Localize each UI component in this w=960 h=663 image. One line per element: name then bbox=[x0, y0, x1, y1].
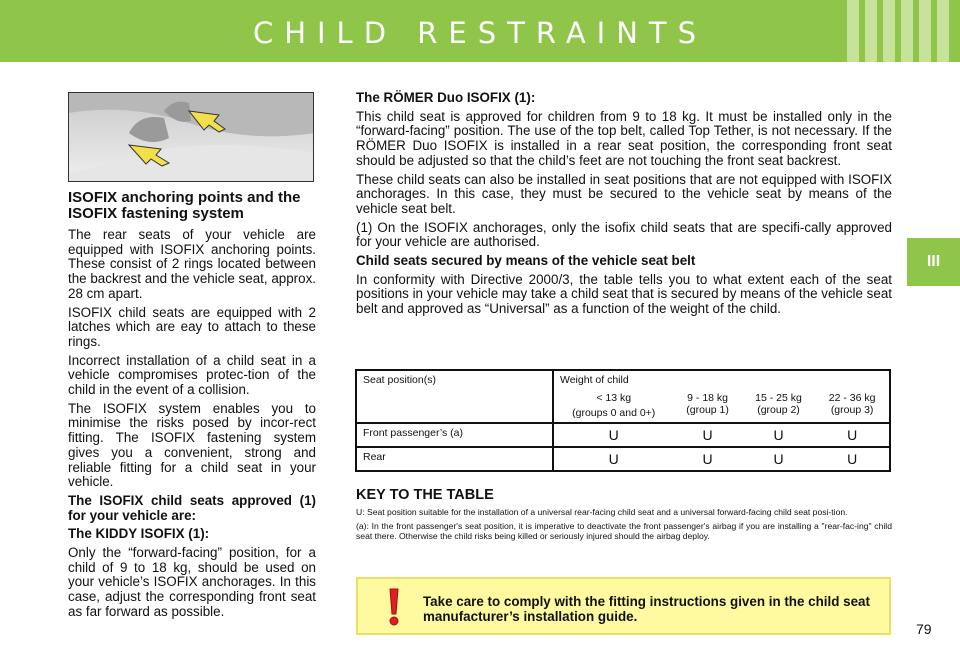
table-cell: U bbox=[815, 423, 890, 447]
paragraph: In conformity with Directive 2000/3, the table tells you to what extent each of the seat positions in your vehicle may take a child seat that is secured by means of the vehicle seat belt and approved as “Universal” as a function of the weight of the child. bbox=[356, 271, 892, 317]
stripe bbox=[901, 0, 913, 62]
weight-range: 22 - 36 kg bbox=[828, 392, 876, 404]
stripe bbox=[883, 0, 895, 62]
paragraph: ISOFIX child seats are equipped with 2 latches which are eay to attach to these rings. bbox=[68, 304, 316, 349]
table-subheader-cell bbox=[815, 389, 890, 423]
weight-group: (group 1) bbox=[686, 404, 729, 416]
section-heading: The RÖMER Duo ISOFIX (1): bbox=[356, 90, 536, 105]
key-note-u: U: Seat position suitable for the installation of a universal rear-facing child seat and a universal forward-facing child seat posi-tion. bbox=[356, 507, 848, 517]
table-cell: U bbox=[673, 423, 741, 447]
warning-box bbox=[356, 577, 891, 635]
seat-table bbox=[355, 369, 891, 472]
table-cell: U bbox=[673, 447, 741, 471]
paragraph: The ISOFIX system enables you to minimise the risks posed by incor-rect fitting. The ISOFIX fastening system gives you a convenient, strong and reliable fitting for a child seat in your vehicle. bbox=[68, 400, 316, 490]
header-banner bbox=[0, 0, 960, 62]
table-header-row bbox=[356, 370, 890, 389]
table-row bbox=[356, 447, 890, 471]
left-column bbox=[68, 190, 316, 624]
table-subheader-cell bbox=[742, 389, 815, 423]
table-subheader-cell bbox=[673, 389, 741, 423]
table-subheader-cell bbox=[553, 389, 673, 423]
table-row bbox=[356, 423, 890, 447]
paragraph: Incorrect installation of a child seat in a vehicle compromises protec-tion of the child in the event of a collision. bbox=[68, 352, 316, 398]
paragraph-bold: The ISOFIX child seats approved (1) for your vehicle are: bbox=[68, 492, 316, 523]
table-cell: U bbox=[553, 447, 673, 471]
table-cell: U bbox=[742, 423, 815, 447]
weight-group: (groups 0 and 0+) bbox=[572, 407, 656, 419]
key-note-a: (a): In the front passenger's seat position, it is imperative to deactivate the front passenger's airbag if you are installing a "rear-fac-ing" child seat there. Otherwise the child risks being killed or seriously injured should the airbag deploy. bbox=[356, 521, 892, 541]
isofix-illustration bbox=[69, 93, 314, 182]
row-label: Rear bbox=[356, 447, 553, 471]
section-heading: ISOFIX anchoring points and the ISOFIX fastening system bbox=[68, 189, 301, 222]
table-header-cell: Weight of child bbox=[553, 370, 890, 389]
page-number: 79 bbox=[916, 621, 932, 637]
paragraph: The rear seats of your vehicle are equipped with ISOFIX anchoring points. These consist of 2 rings located between the backrest and the vehicle seat, approx. 28 cm apart. bbox=[68, 227, 316, 301]
table-cell: U bbox=[553, 423, 673, 447]
right-column bbox=[356, 91, 892, 321]
weight-range: 9 - 18 kg bbox=[687, 392, 729, 404]
stripe bbox=[865, 0, 877, 62]
table-key bbox=[356, 487, 892, 545]
stripe bbox=[847, 0, 859, 62]
stripe bbox=[919, 0, 931, 62]
page-title: CHILD RESTRAINTS bbox=[252, 16, 708, 50]
warning-text: Take care to comply with the fitting instructions given in the child seat manufacturer’s installation guide. bbox=[423, 594, 870, 624]
isofix-photo bbox=[68, 92, 314, 182]
key-title: KEY TO THE TABLE bbox=[356, 487, 494, 503]
paragraph-bold: The KIDDY ISOFIX (1): bbox=[68, 526, 210, 542]
table-header-cell: Seat position(s) bbox=[356, 370, 553, 423]
stripe bbox=[937, 0, 949, 62]
paragraph: These child seats can also be installed in seat positions that are not equipped with ISOFIX anchorages. In this case, they must be secured to the vehicle seat by means of the vehicle seat belt. bbox=[356, 171, 892, 216]
subheading: Child seats secured by means of the vehicle seat belt bbox=[356, 253, 696, 269]
weight-group: (group 2) bbox=[757, 404, 800, 416]
paragraph: Only the “forward-facing” position, for a child of 9 to 18 kg, should be used on your vehicle’s ISOFIX anchorages. In this case, adjust the corresponding front seat as far forward as possible. bbox=[68, 545, 316, 619]
table-cell: U bbox=[742, 447, 815, 471]
paragraph: This child seat is approved for children from 9 to 18 kg. It must be installed only in the “forward-facing” position. The use of the top belt, called Top Tether, is not necessary. If the RÖMER Duo ISOFIX is installed in a rear seat position, the corresponding front seat should be adjusted so that the child’s feet are not touching the front seat backrest. bbox=[356, 108, 892, 168]
warning-icon bbox=[374, 587, 414, 627]
row-label: Front passenger’s (a) bbox=[356, 423, 553, 447]
weight-group: (group 3) bbox=[830, 404, 874, 416]
chapter-tab: III bbox=[907, 238, 960, 286]
table-cell: U bbox=[815, 447, 890, 471]
weight-range: 15 - 25 kg bbox=[755, 392, 802, 404]
paragraph: (1) On the ISOFIX anchorages, only the isofix child seats that are specifi-cally approved for your vehicle are authorised. bbox=[356, 219, 892, 250]
weight-range: < 13 kg bbox=[596, 392, 632, 404]
